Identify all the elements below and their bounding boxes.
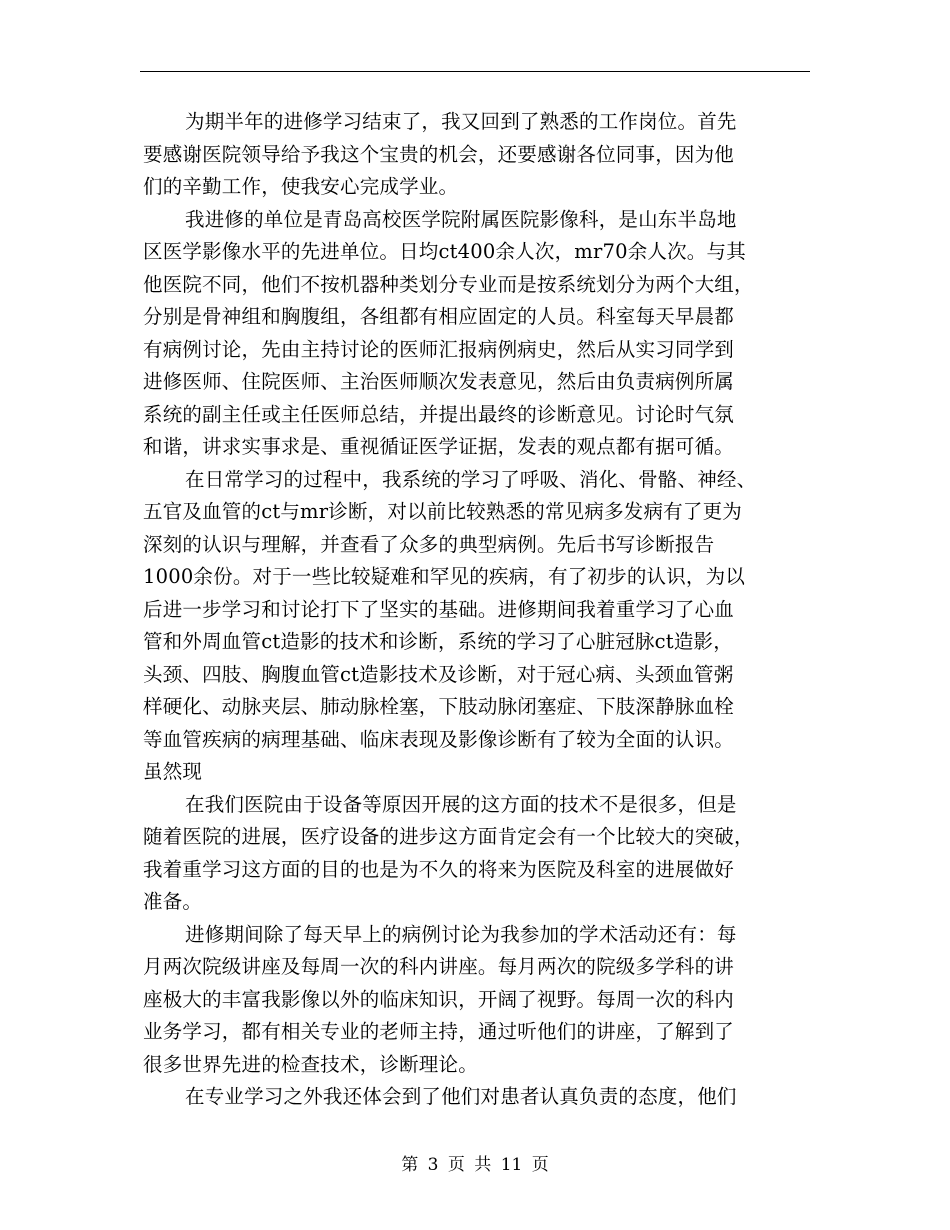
text-line: 为期半年的进修学习结束了，我又回到了熟悉的工作岗位。首先	[185, 110, 737, 133]
text-line: 和谐，讲求实事求是、重视循证医学证据，发表的观点都有据可循。	[143, 435, 735, 458]
text-line: 月两次院级讲座及每周一次的科内讲座。每月两次的院级多学科的讲	[143, 955, 735, 978]
page-number: 第 3 页 共 11 页	[401, 1155, 549, 1175]
text-line: 头颈、四肢、胸腹血管ct造影技术及诊断，对于冠心病、头颈血管粥	[143, 662, 734, 686]
text-line: 样硬化、动脉夹层、肺动脉栓塞，下肢动脉闭塞症、下肢深静脉血栓	[143, 695, 735, 718]
text-line: 在我们医院由于设备等原因开展的这方面的技术不是很多，但是	[185, 792, 737, 816]
text-line: 要感谢医院领导给予我这个宝贵的机会，还要感谢各位同事，因为他	[143, 142, 735, 166]
document-body	[143, 106, 809, 1114]
text-line: 1000余份。对于一些比较疑难和罕见的疾病，有了初步的认识，为以	[143, 565, 746, 588]
text-line: 很多世界先进的检查技术，诊断理论。	[143, 1052, 478, 1076]
text-line: 虽然现	[143, 760, 203, 783]
text-line: 区医学影像水平的先进单位。日均ct400余人次，mr70余人次。与其	[143, 240, 746, 263]
text-line: 准备。	[143, 890, 203, 913]
text-line: 五官及血管的ct与mr诊断，对以前比较熟悉的常见病多发病有了更为	[143, 500, 742, 523]
text-line: 在专业学习之外我还体会到了他们对患者认真负责的态度，他们	[185, 1085, 737, 1108]
text-line: 随着医院的进展，医疗设备的进步这方面肯定会有一个比较大的突破，	[143, 825, 754, 848]
text-line: 进修医师、住院医师、主治医师顺次发表意见，然后由负责病例所属	[143, 370, 735, 393]
text-line: 等血管疾病的病理基础、临床表现及影像诊断有了较为全面的认识。	[143, 727, 735, 751]
text-line: 分别是骨神组和胸腹组，各组都有相应固定的人员。科室每天早晨都	[143, 305, 735, 328]
text-line: 他医院不同，他们不按机器种类划分专业而是按系统划分为两个大组，	[143, 272, 754, 296]
text-line: 后进一步学习和讨论打下了坚实的基础。进修期间我着重学习了心血	[143, 597, 735, 621]
text-line: 深刻的认识与理解，并查看了众多的典型病例。先后书写诊断报告	[143, 532, 715, 556]
text-line: 我进修的单位是青岛高校医学院附属医院影像科，是山东半岛地	[185, 207, 737, 231]
text-line: 我着重学习这方面的目的也是为不久的将来为医院及科室的进展做好	[143, 857, 735, 881]
header-rule	[140, 71, 810, 72]
text-line: 座极大的丰富我影像以外的临床知识，开阔了视野。每周一次的科内	[143, 987, 735, 1011]
text-line: 进修期间除了每天早上的病例讨论为我参加的学术活动还有：每	[185, 922, 737, 946]
text-line: 系统的副主任或主任医师总结，并提出最终的诊断意见。讨论时气氛	[143, 402, 735, 426]
text-line: 有病例讨论，先由主持讨论的医师汇报病例病史，然后从实习同学到	[143, 337, 735, 361]
text-line: 管和外周血管ct造影的技术和诊断，系统的学习了心脏冠脉ct造影，	[143, 630, 733, 653]
text-line: 业务学习，都有相关专业的老师主持，通过听他们的讲座，了解到了	[143, 1020, 735, 1043]
text-line: 在日常学习的过程中，我系统的学习了呼吸、消化、骨骼、神经、	[185, 467, 757, 491]
text-line: 们的辛勤工作，使我安心完成学业。	[143, 175, 459, 198]
